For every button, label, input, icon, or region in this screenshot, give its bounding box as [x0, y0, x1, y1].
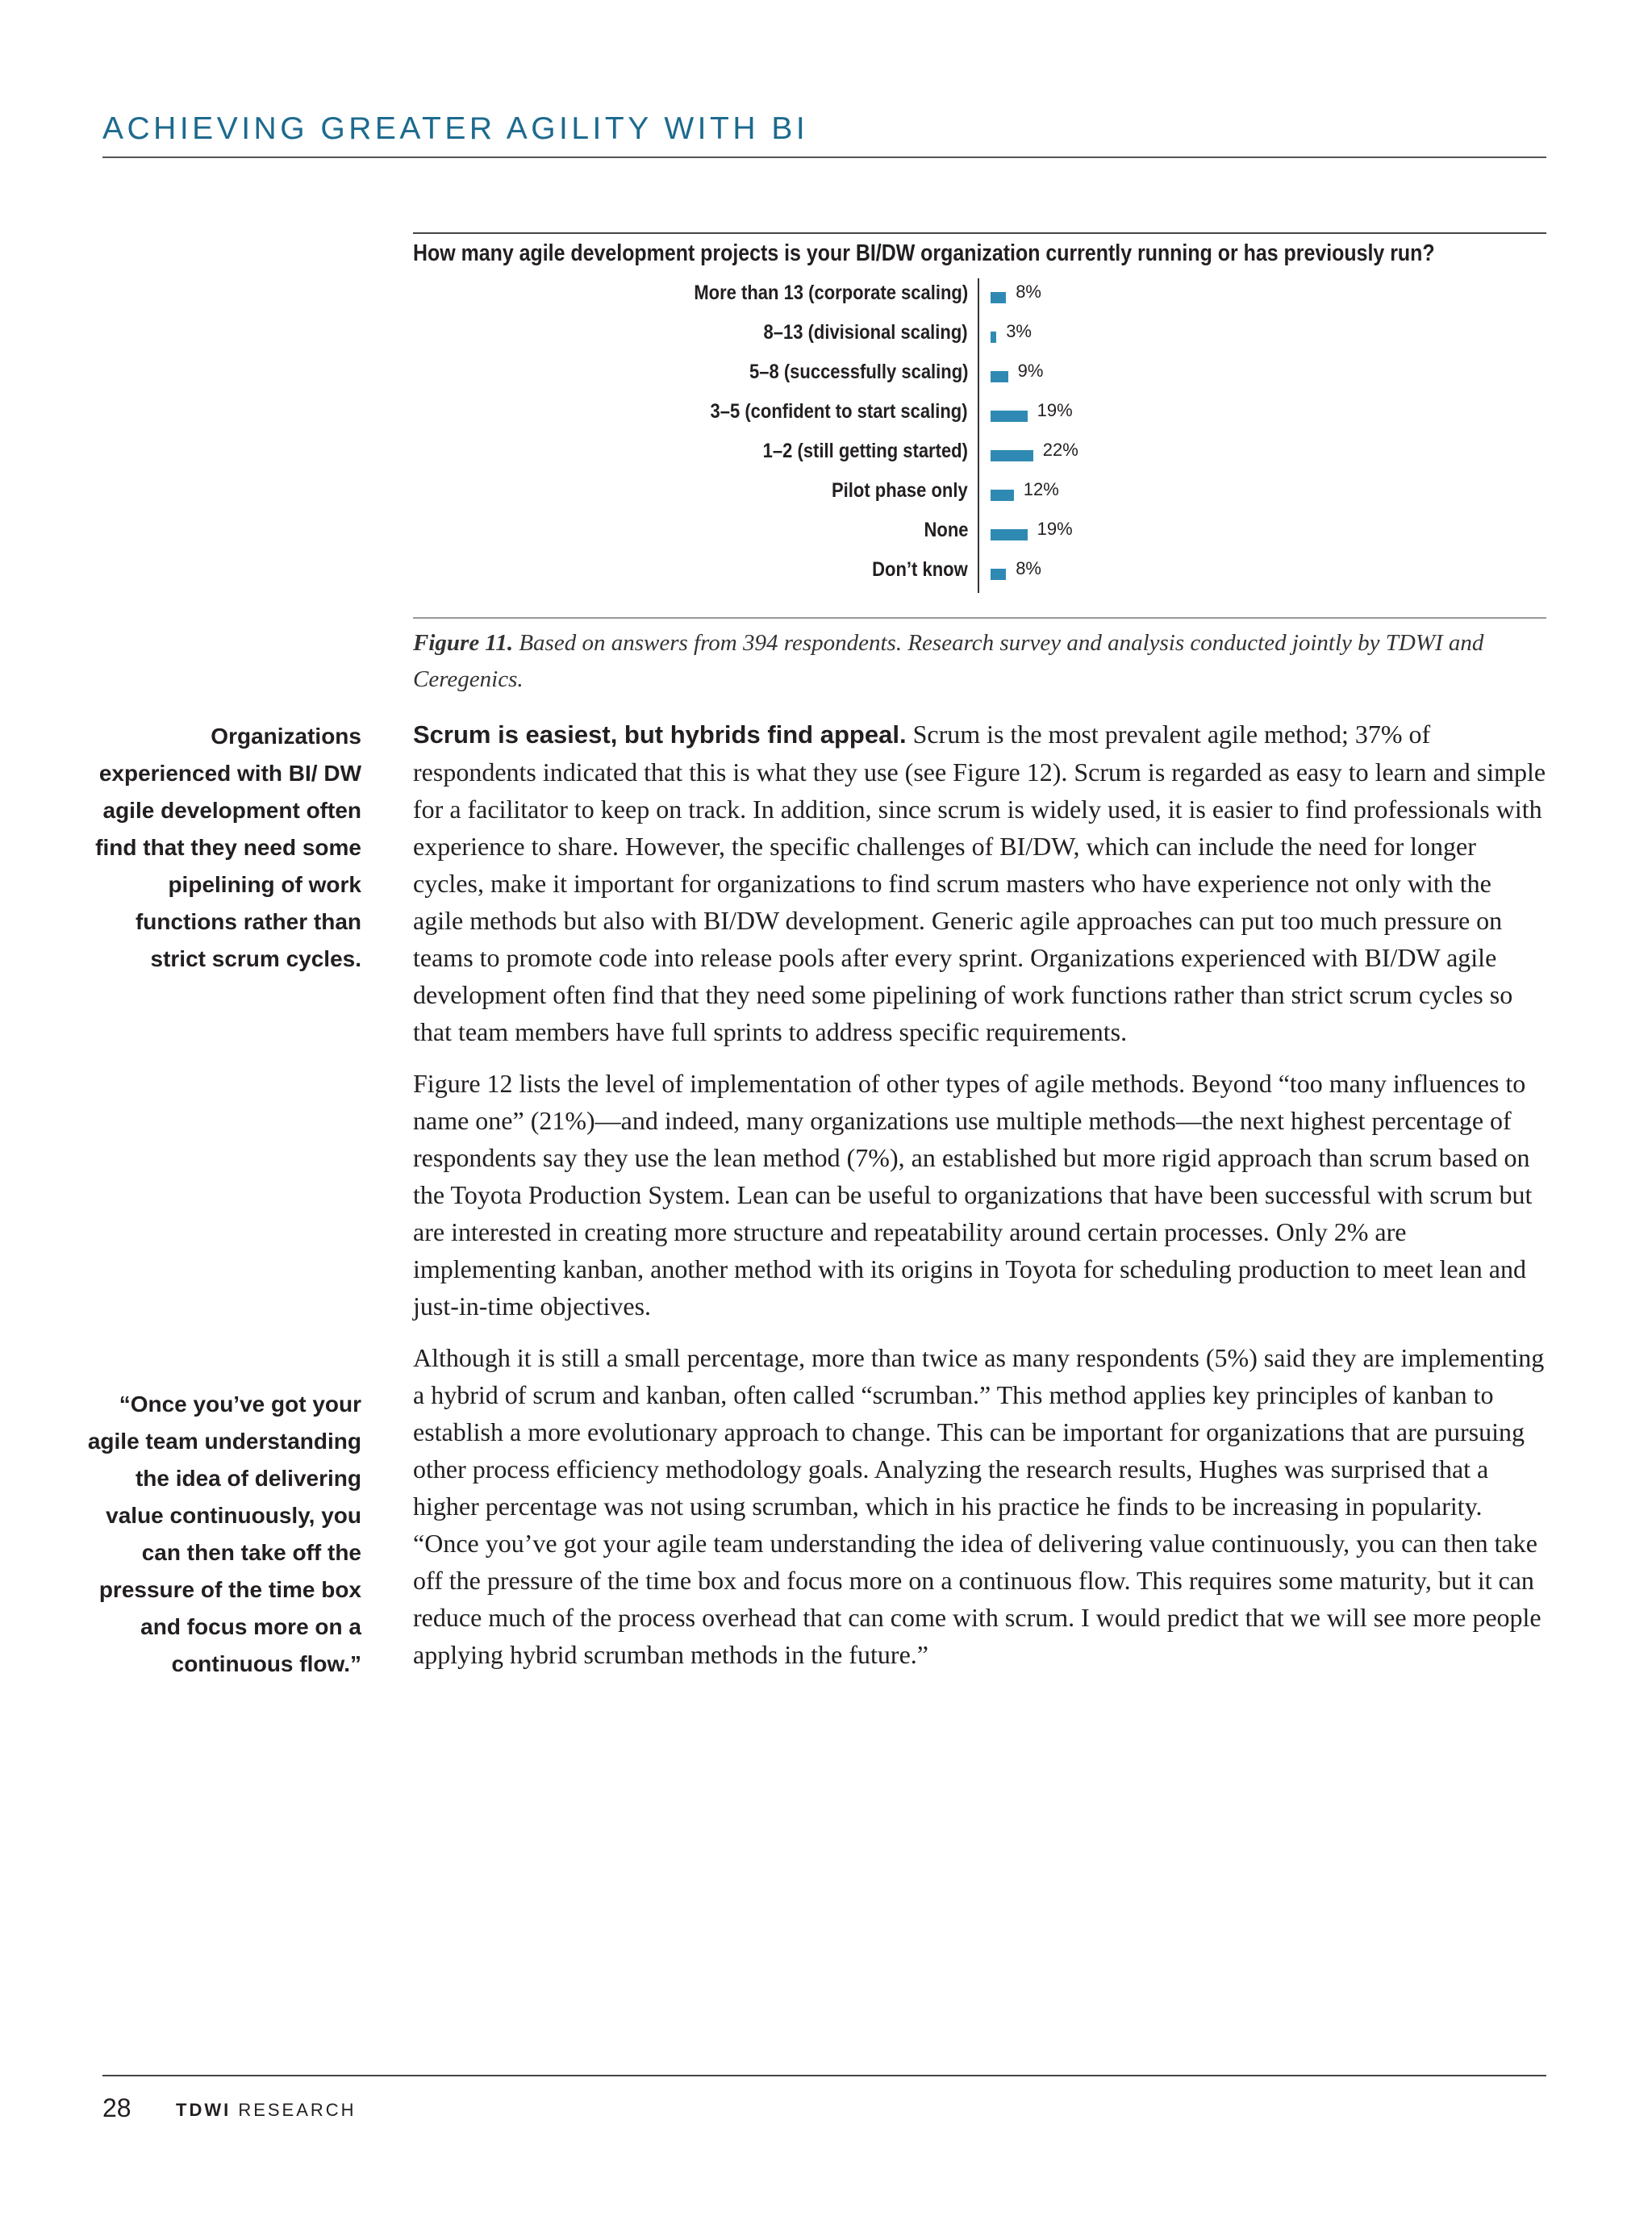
- bar: [991, 569, 1006, 580]
- body-text: [413, 716, 1546, 1688]
- bar-row: [484, 397, 1291, 436]
- bar: [991, 292, 1006, 303]
- figure-caption-text: Based on answers from 394 respondents. Research survey and analysis conducted jointly by TDWI and Ceregenics.: [413, 630, 1484, 692]
- bar-value-label: 12%: [1023, 479, 1059, 499]
- bar: [991, 332, 996, 343]
- header-rule: [102, 156, 1546, 158]
- bar-category-label: 5–8 (successfully scaling): [749, 361, 968, 383]
- chart-axis-line: [978, 278, 979, 593]
- chart-top-rule: [413, 232, 1546, 234]
- brand-bold: TDWI: [176, 2100, 232, 2120]
- bar-category-label: Don’t know: [872, 558, 968, 581]
- bar: [991, 450, 1033, 461]
- bar-category-label: More than 13 (corporate scaling): [694, 282, 968, 304]
- bar: [991, 411, 1028, 422]
- footer-rule: [102, 2075, 1546, 2076]
- bar-row: [484, 278, 1291, 318]
- bar-row: [484, 555, 1291, 595]
- chart-title: How many agile development projects is your BI/DW organization currently running or has previously run?: [413, 240, 1435, 266]
- bar-row: [484, 436, 1291, 476]
- bar-value-label: 19%: [1037, 400, 1073, 420]
- bar-value-label: 3%: [1006, 321, 1032, 341]
- bar-value-label: 8%: [1016, 282, 1041, 302]
- bar-category-label: None: [924, 519, 968, 541]
- figure-caption-label: Figure 11.: [413, 630, 514, 656]
- brand-rest: RESEARCH: [231, 2100, 357, 2120]
- brand-logo: [176, 2100, 357, 2121]
- bar-value-label: 22%: [1042, 440, 1078, 460]
- paragraph-1-text: Scrum is the most prevalent agile method; 37% of respondents indicated that this is what they use (see Figure 12). Scrum is regarded as easy to learn and simple for a facilitator to keep on track. In addition, since scrum is widely used, it is easier to find professionals with experience to share. However, the specific challenges of BI/DW, which can include the need for longer cycles, make it important for organizations to find scrum masters who have experience not only with the agile methods but also with BI/DW development. Generic agile approaches can put too much pressure on teams to promote code into release pools after every sprint. Organizations experienced with BI/DW agile development often find that they need some pipelining of work functions rather than strict scrum cycles so that team members have full sprints to address specific requirements.: [413, 720, 1546, 1046]
- page-header-title: ACHIEVING GREATER AGILITY WITH BI: [102, 111, 809, 146]
- sidebar-pullquote-1: Organizations experienced with BI/ DW agile development often find that they need some pipelining of work functions rather than strict scrum cycles.: [95, 724, 361, 971]
- bar: [991, 490, 1014, 501]
- chart-bottom-rule: [413, 617, 1546, 619]
- page-number: 28: [102, 2093, 131, 2122]
- bar-row: [484, 318, 1291, 357]
- sidebar-pullquote-2: “Once you’ve got your agile team understanding the idea of delivering value continuously, you can then take off the pressure of the time box and focus more on a continuous flow.”: [87, 1392, 361, 1676]
- bar-row: [484, 476, 1291, 515]
- bar-value-label: 19%: [1037, 519, 1073, 539]
- paragraph-1-lead-in: Scrum is easiest, but hybrids find appeal.: [413, 720, 907, 749]
- bar-value-label: 8%: [1016, 558, 1041, 578]
- bar-category-label: Pilot phase only: [832, 479, 968, 502]
- bar: [991, 371, 1008, 382]
- figure-caption: [413, 625, 1546, 698]
- bar-value-label: 9%: [1017, 361, 1044, 381]
- bar-chart: [484, 278, 1291, 593]
- bar-row: [484, 357, 1291, 397]
- bar-row: [484, 515, 1291, 555]
- paragraph-3: Although it is still a small percentage, more than twice as many respondents (5%) said they are implementing a hybrid of scrum and kanban, often called “scrumban.” This method applies key principles of kanban to establish a more evolutionary approach to change. This can be important for organizations that are pursuing other process efficiency methodology goals. Analyzing the research results, Hughes was surprised that a higher percentage was not using scrumban, which in his practice he finds to be increasing in popularity. “Once you’ve got your agile team understanding the idea of delivering value continuously, you can then take off the pressure of the time box and focus more on a continuous flow. This requires some maturity, but it can reduce much of the process overhead that can come with scrum. I would predict that we will see more people applying hybrid scrumban methods in the future.”: [413, 1343, 1545, 1669]
- paragraph-2: Figure 12 lists the level of implementation of other types of agile methods. Beyond “too many influences to name one” (21%)—and indeed, many organizations use multiple methods—the next highest percentage of respondents say they use the lean method (7%), an established but more rigid approach than scrum based on the Toyota Production System. Lean can be useful to organizations that have been successful with scrum but are interested in creating more structure and repeatability around certain processes. Only 2% are implementing kanban, another method with its origins in Toyota for scheduling production to meet lean and just-in-time objectives.: [413, 1069, 1533, 1321]
- bar-category-label: 1–2 (still getting started): [762, 440, 968, 462]
- paragraph-1: [413, 716, 1546, 1050]
- bar-category-label: 3–5 (confident to start scaling): [710, 400, 968, 423]
- bar: [991, 529, 1028, 540]
- bar-category-label: 8–13 (divisional scaling): [763, 321, 968, 344]
